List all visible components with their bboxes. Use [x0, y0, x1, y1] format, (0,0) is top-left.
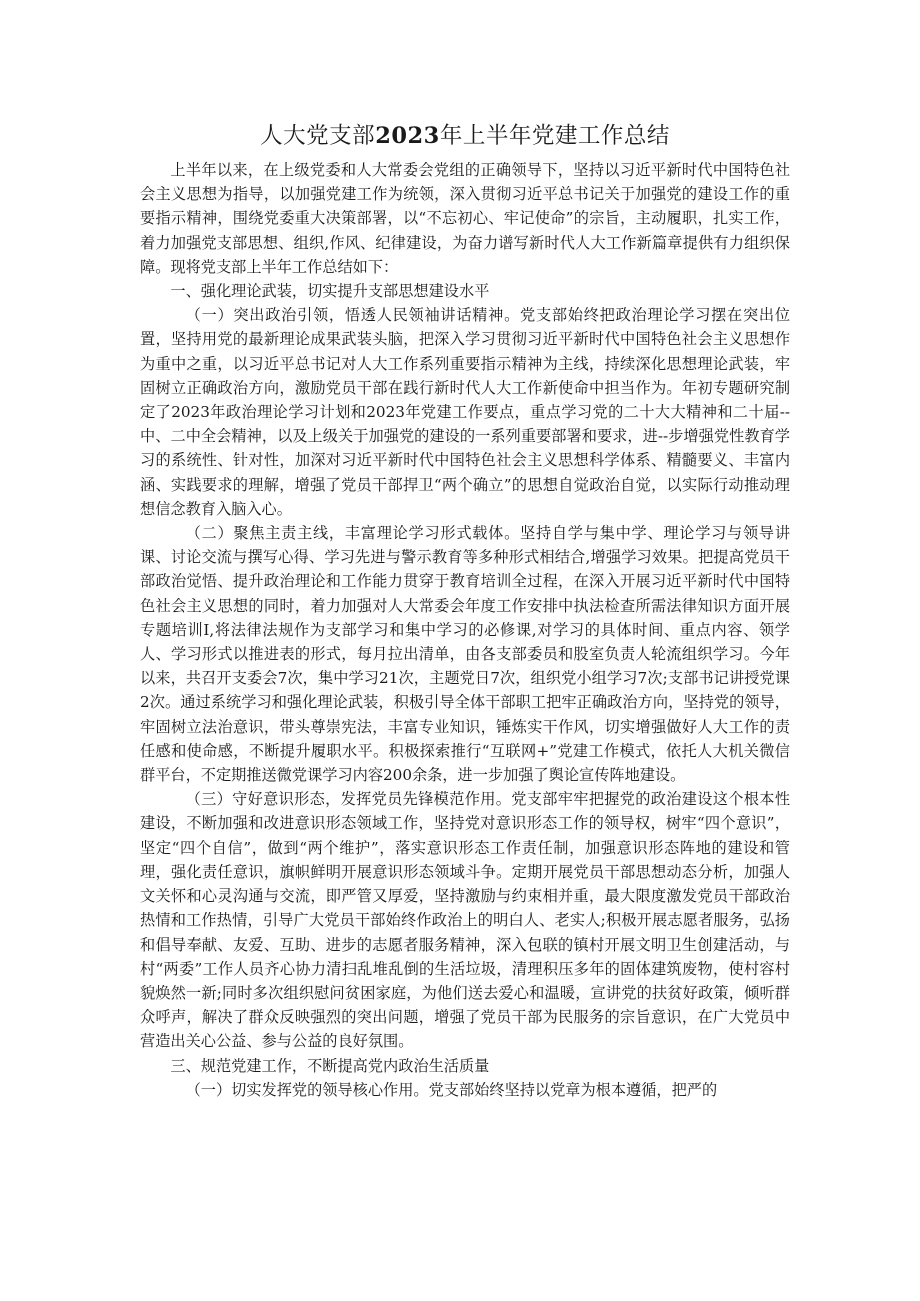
subsection-ideology: （三）守好意识形态，发挥党员先锋模范作用。党支部牢牢把握党的政治建设这个根本性建设，不断加强和改进意识形态领域工作，坚持党对意识形态工作的领导权，树牢“四个意识”，坚定“四个自信”，做到“两个维护”，落实意识形态工作责任制，加强意识形态阵地的建设和管理，强化责任意识，旗帜鲜明开展意识形态领域斗争。定期开展党员干部思想动态分析，加强人文关怀和心灵沟通与交流，即严管又厚爱，坚持激励与约束相并重，最大限度激发党员干部政治热情和工作热情，引导广大党员干部始终作政治上的明白人、老实人;积极开展志愿者服务，弘扬和倡导奉献、友爱、互助、进步的志愿者服务精神，深入包联的镇村开展文明卫生创建活动，与村“两委”工作人员齐心协力清扫乱堆乱倒的生活垃圾，清理积压多年的固体建筑废物，使村容村貌焕然一新;同时多次组织慰问贫困家庭，为他们送去爱心和温暖，宣讲党的扶贫好政策，倾听群众呼声，解决了群众反映强烈的突出问题，增强了党员干部为民服务的宗旨意识，在广大党员中营造出关心公益、参与公益的良好氛围。: [140, 790, 790, 1051]
document-page: [140, 118, 790, 1102]
title-prefix: 人大党支部: [260, 123, 376, 149]
title-year: 2023: [375, 123, 440, 149]
subsection-political-guidance: （一）突出政治引领，悟透人民领袖讲话精神。党支部始终把政治理论学习摆在突出位置，坚持用党的最新理论成果武装头脑，把深入学习贯彻习近平新时代中国特色社会主义思想作为重中之重，以习近平总书记对人大工作系列重要指示精神为主线，持续深化思想理论武装，牢固树立正确政治方向，激励党员干部在践行新时代人大工作新使命中担当作为。年初专题研究制定了2023年政治理论学习计划和2023年党建工作要点，重点学习党的二十大大精神和二十届--中、二中全会精神，以及上级关于加强党的建设的一系列重要部署和要求，进--步增强党性教育学习的系统性、针对性，加深对习近平新时代中国特色社会主义思想科学体系、精髓要义、丰富内涵、实践要求的理解，增强了党员干部捍卫“两个确立”的思想自觉政治自觉，以实际行动推动理想信念教育入脑入心。: [140, 306, 790, 518]
title-suffix: 年上半年党建工作总结: [439, 123, 670, 149]
section-heading-party-building: 三、规范党建工作，不断提高党内政治生活质量: [170, 1056, 490, 1075]
intro-paragraph: 上半年以来，在上级党委和人大常委会党组的正确领导下，坚持以习近平新时代中国特色社会主义思想为指导，以加强党建工作为统领，深入贯彻习近平总书记关于加强党的建设工作的重要指示精神，围绕党委重大决策部署，以“不忘初心、牢记使命”的宗旨，主动履职，扎实工作，着力加强党支部思想、组织,作风、纪律建设，为奋力谱写新时代人大工作新篇章提供有力组织保障。现将党支部上半年工作总结如下：: [140, 161, 790, 276]
document-title: [140, 118, 790, 154]
subsection-study-forms: （二）聚焦主责主线，丰富理论学习形式载体。坚持自学与集中学、理论学习与领导讲课、讨论交流与撰写心得、学习先进与警示教育等多种形式相结合,增强学习效果。把提高党员干部政治觉悟、提升政治理论和工作能力贯穿于教育培训全过程，在深入开展习近平新时代中国特色社会主义思想的同时，着力加强对人大常委会年度工作安排中执法检查所需法律知识方面开展专题培训I,将法律法规作为支部学习和集中学习的必修课,对学习的具体时间、重点内容、领学人、学习形式以推进表的形式，每月拉出清单，由各支部委员和股室负责人轮流组织学习。今年以来，共召开支委会7次，集中学习21次，主题党日7次，组织党小组学习7次;支部书记讲授党课2次。通过系统学习和强化理论武装，积极引导全体干部职工把牢正确政治方向，坚持党的领导，牢固树立法治意识，带头尊崇宪法，丰富专业知识，锤炼实干作风，切实增强做好人大工作的责任感和使命感，不断提升履职水平。积极探索推行“互联网+”党建工作模式，依托人大机关微信群平台，不定期推送微党课学习内容200余条，进一步加强了舆论宣传阵地建设。: [140, 524, 790, 785]
subsection-leadership-core: （一）切实发挥党的领导核心作用。党支部始终坚持以党章为根本遵循，把严的: [185, 1080, 718, 1099]
section-heading-theory: 一、强化理论武装，切实提升支部思想建设水平: [170, 282, 490, 301]
